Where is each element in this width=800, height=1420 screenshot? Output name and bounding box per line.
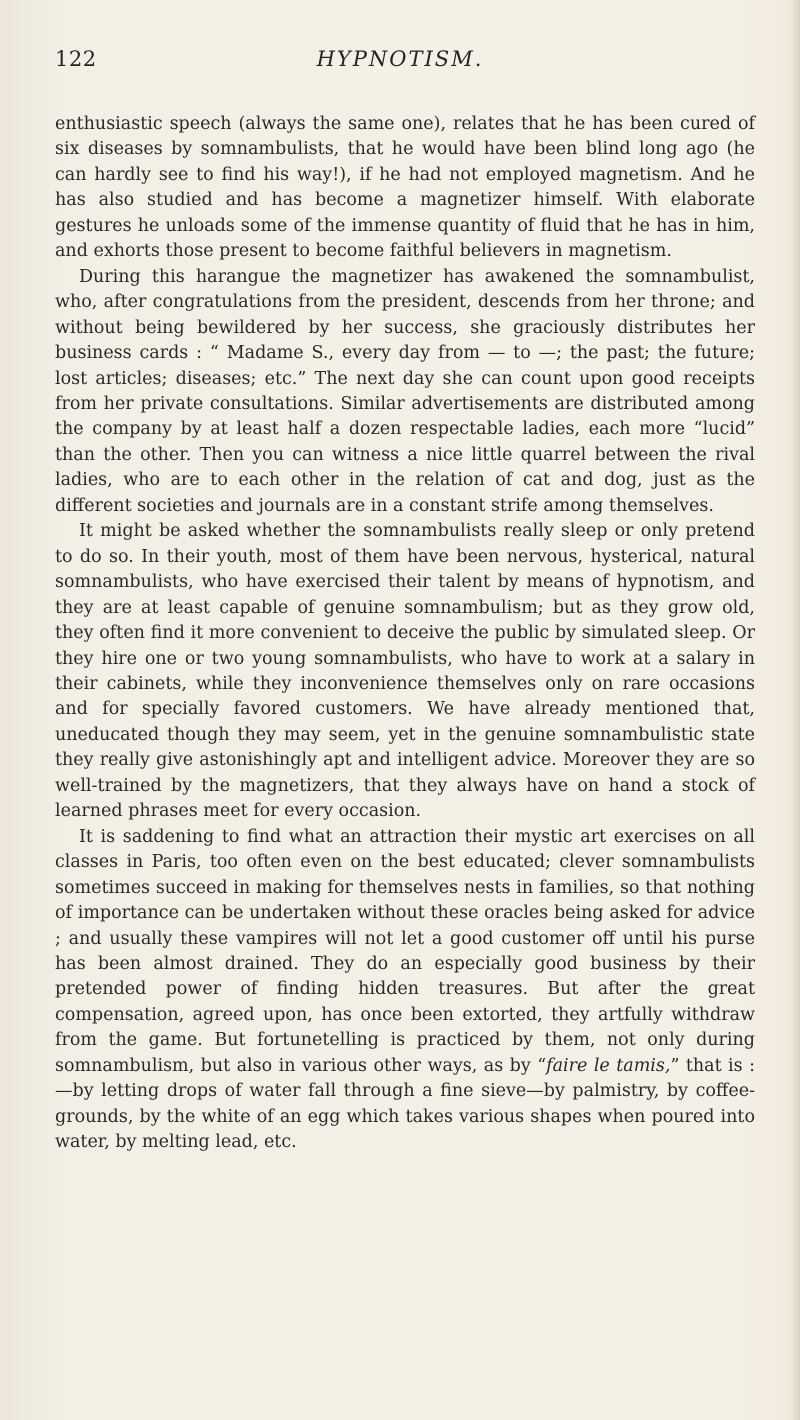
paragraph: enthusiastic speech (always the same one), relates that he has been cured of six diseases by somnambulists, that he would have been blind long ago (he can hardly see to find his way!), if he had not employed magnetism. And he has also studied and has become a magnetizer himself. With elaborate gestures he unloads some of the immense quantity of fluid that he has in him, and exhorts those present to become faithful believers in magnetism. — [55, 114, 755, 262]
page-number: 122 — [55, 47, 97, 71]
paragraph-text: It is saddening to find what an attraction their mystic art exercises on all classes in Paris, too often even on the best educated; clever somnambulists sometimes succeed in making for themselves nests in families, so that nothing of importance can be undertaken without these oracles being asked for advice ; and usually these vampires will not let a good customer off until his purse has been almost drained. They do an especially good business by their pretended power of finding hidden treasures. But after the great compensation, agreed upon, has once been extorted, they artfully withdraw from the game. But fortunetelling is practiced by them, not only during somnambulism, but also in various other ways, as by “ — [55, 826, 755, 1076]
paragraph: During this harangue the magnetizer has awakened the somnambulist, who, after congratulations from the president, descends from her throne; and without being bewildered by her success, she graciously distributes her business cards : “ Madame S., every day from — to —; the past; the future; lost articles; diseases; etc.” The next day she can count upon good receipts from her private consultations. Similar advertisements are distributed among the company by at least half a dozen respectable ladies, each more “lucid” than the other. Then you can witness a nice little quarrel between the rival ladies, who are to each other in the relation of cat and dog, just as the different societies and journals are in a constant strife among themselves. — [55, 266, 755, 516]
paragraph — [55, 825, 755, 1156]
paragraph-text: ” that is :—by letting drops of water fall through a fine sieve—by palmistry, by coffee-grounds, by the white of an egg which takes various shapes when poured into water, by melting lead, etc. — [55, 1055, 755, 1153]
running-head: HYPNOTISM. — [316, 47, 484, 71]
french-phrase: faire le tamis, — [546, 1055, 671, 1076]
paragraph: It might be asked whether the somnambulists really sleep or only pretend to do so. In their youth, most of them have been nervous, hysterical, natural somnambulists, who have exercised their talent by means of hypnotism, and they are at least capable of genuine somnambulism; but as they grow old, they often find it more convenient to deceive the public by simulated sleep. Or they hire one or two young somnambulists, who have to work at a salary in their cabinets, while they inconvenience themselves only on rare occasions and for specially favored customers. We have already mentioned that, uneducated though they may seem, yet in the genuine somnambulistic state they really give astonishingly apt and intelligent advice. Moreover they are so well-trained by the magnetizers, that they always have on hand a stock of learned phrases meet for every occasion. — [55, 521, 755, 822]
body-text — [55, 112, 755, 1156]
page-edge-shadow — [790, 0, 800, 1420]
page-header — [55, 47, 745, 87]
